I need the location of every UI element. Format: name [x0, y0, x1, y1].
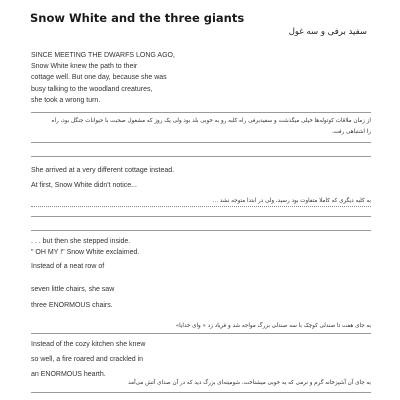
english-paragraph-3d: [31, 300, 113, 311]
persian-line: به جای هفت تا صندلی کوچک با سه صندلی بزرگ مواجه شد و فریاد زد « وای خدایا»: [175, 323, 371, 329]
english-line: She arrived at a very different cottage instead.: [31, 167, 175, 174]
persian-line: از زمان ملاقات کوتوله‌ها خیلی میگذشت و سفیدبرفی راه کلبه رو به خوبی بلد بود ولی یک روز که مشغول صحبت با حیوانات جنگل بود، راه: [51, 118, 371, 124]
english-line: " OH MY !" Snow White exclaimed.: [31, 249, 140, 257]
english-line: three ENORMOUS chairs.: [31, 302, 113, 309]
english-line: an ENORMOUS hearth.: [31, 371, 106, 379]
persian-line: را اشتباهی رفت.: [331, 129, 371, 135]
persian-translation-4: [31, 378, 371, 389]
english-paragraph-3c: [31, 284, 114, 295]
persian-line: به جای آن آشپزخانه گرم و نرمی که به خوبی میشناخت، شومینه‌ای بزرگ دید که در آن صدای آتش می‌آمد: [128, 380, 371, 386]
english-line: At first, Snow White didn't notice...: [31, 182, 137, 190]
english-line: she took a wrong turn.: [31, 96, 101, 104]
english-line: Instead of a neat row of: [31, 263, 105, 270]
english-paragraph-1: [31, 50, 175, 106]
persian-translation-3: [31, 321, 371, 332]
divider-line: [31, 156, 371, 157]
english-line: seven little chairs, she saw: [31, 286, 115, 293]
english-line: so well, a fire roared and crackled in: [31, 356, 144, 364]
english-paragraph-2: [31, 165, 174, 191]
english-line: . . . but then she stepped inside.: [31, 238, 131, 245]
divider-line: [31, 333, 371, 334]
english-line: cottage well. But one day, because she was: [31, 74, 167, 82]
english-line: Snow White knew the path to their: [31, 63, 138, 71]
english-paragraph-3: [31, 236, 139, 258]
persian-translation-1: [31, 116, 371, 138]
page-subtitle: سفید برفی و سه غول: [288, 27, 367, 37]
persian-line: به کلبه دیگری که کاملا متفاوت بود رسید، ولی در ابتدا متوجه نشد ...: [212, 198, 371, 204]
divider-line: [31, 216, 371, 217]
divider-line: [31, 112, 371, 113]
english-paragraph-3b: [31, 261, 104, 272]
page-title: Snow White and the three giants: [30, 11, 245, 25]
english-line: Instead of the cozy kitchen she knew: [31, 341, 146, 348]
divider-line: [31, 392, 371, 393]
divider-line: [31, 206, 371, 207]
english-paragraph-4: [31, 339, 145, 381]
divider-line: [31, 230, 371, 231]
divider-line: [31, 142, 371, 143]
english-line: SINCE MEETING THE DWARFS LONG AGO,: [31, 52, 175, 59]
english-line: busy talking to the woodland creatures,: [31, 85, 153, 93]
